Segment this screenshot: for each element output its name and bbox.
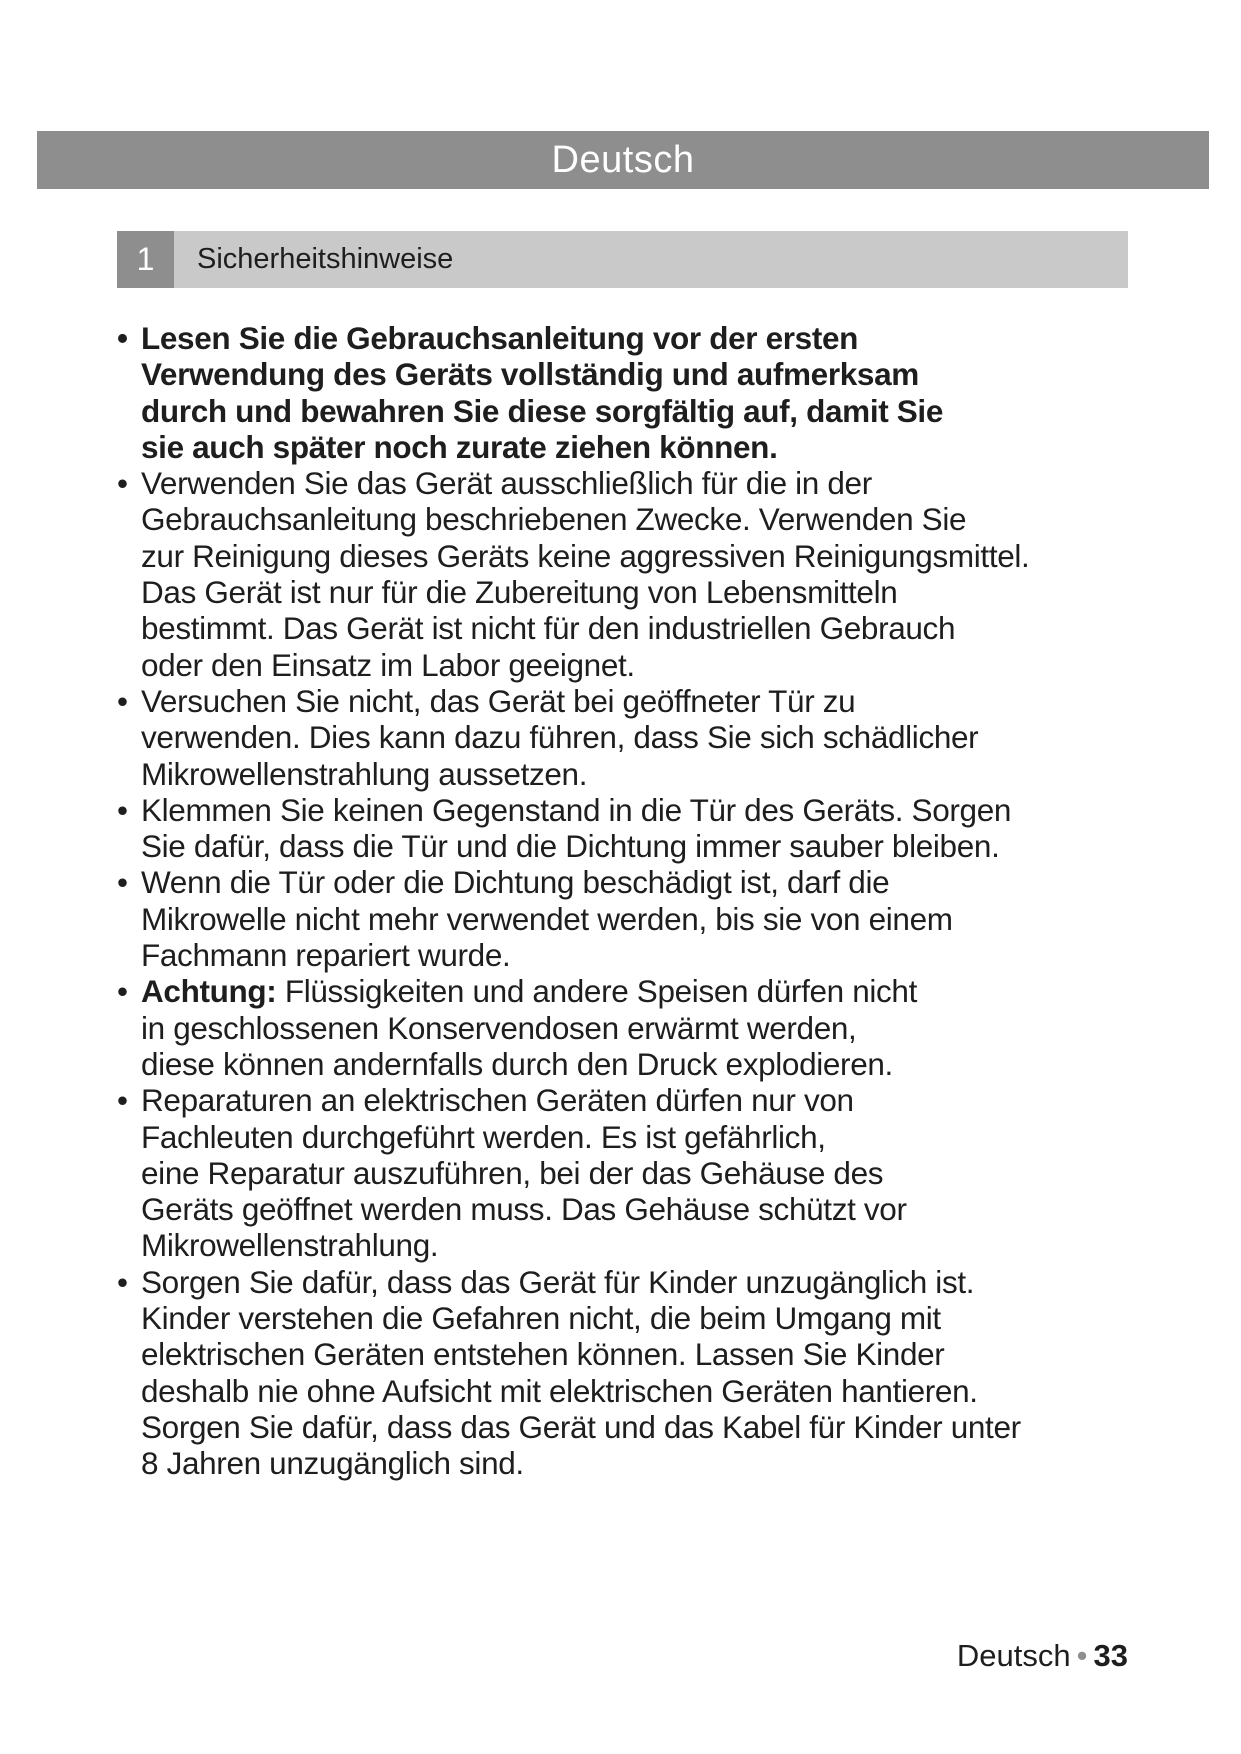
text-line: • Klemmen Sie keinen Gegenstand in die Tür des Geräts. Sorgen <box>141 791 1012 828</box>
text-line: durch und bewahren Sie diese sorgfältig auf, damit Sie <box>141 392 944 429</box>
list-item <box>117 465 1147 683</box>
footer-language: Deutsch <box>956 1638 1071 1673</box>
text-line: deshalb nie ohne Aufsicht mit elektrischen Geräten hantieren. <box>141 1372 978 1409</box>
section-number: 1 <box>117 231 174 288</box>
list-item <box>117 1082 1147 1263</box>
text-line: Fachleuten durchgeführt werden. Es ist gefährlich, <box>141 1118 826 1155</box>
page-number: 33 <box>1093 1638 1128 1673</box>
text-line: • Verwenden Sie das Gerät ausschließlich für die in der <box>141 465 872 502</box>
section-header <box>117 231 1128 288</box>
text-line: elektrischen Geräten entstehen können. Lassen Sie Kinder <box>141 1336 945 1373</box>
text-line: 8 Jahren unzugänglich sind. <box>141 1445 524 1482</box>
text-line: Sie dafür, dass die Tür und die Dichtung immer sauber bleiben. <box>141 828 1000 865</box>
text-line: bestimmt. Das Gerät ist nicht für den industriellen Gebrauch <box>141 610 956 647</box>
safety-instructions-list <box>117 320 1147 1482</box>
list-item <box>117 864 1147 973</box>
list-item <box>117 792 1147 865</box>
text-line: • Sorgen Sie dafür, dass das Gerät für Kinder unzugänglich ist. <box>141 1263 975 1300</box>
text-line: diese können andernfalls durch den Druck explodieren. <box>141 1045 893 1082</box>
text-line: • Wenn die Tür oder die Dichtung beschädigt ist, darf die <box>141 864 890 901</box>
text-line: Sorgen Sie dafür, dass das Gerät und das Kabel für Kinder unter <box>141 1408 1021 1445</box>
list-item <box>117 683 1147 792</box>
text-line: Mikrowelle nicht mehr verwendet werden, bis sie von einem <box>141 900 953 937</box>
text-fragment: Flüssigkeiten und andere Speisen dürfen nicht <box>276 973 917 1010</box>
text-line <box>141 973 1147 1009</box>
language-banner <box>37 131 1209 189</box>
text-line: Geräts geöffnet werden muss. Das Gehäuse schützt vor <box>141 1191 907 1228</box>
list-item <box>117 973 1147 1082</box>
language-title: Deutsch <box>551 138 695 181</box>
list-item <box>117 1264 1147 1482</box>
section-title: Sicherheitshinweise <box>197 243 454 275</box>
text-line: verwenden. Dies kann dazu führen, dass Sie sich schädlicher <box>141 719 979 756</box>
text-line: in geschlossenen Konservendosen erwärmt werden, <box>141 1009 857 1046</box>
list-item <box>117 320 1147 465</box>
text-line: Das Gerät ist nur für die Zubereitung von Lebensmitteln <box>141 574 898 611</box>
text-line: zur Reinigung dieses Geräts keine aggressiven Reinigungsmittel. <box>141 537 1030 574</box>
text-line: Gebrauchsanleitung beschriebenen Zwecke. Verwenden Sie <box>141 501 967 538</box>
page-footer <box>957 1638 1128 1674</box>
warning-label: Achtung: <box>141 973 277 1010</box>
text-line: oder den Einsatz im Labor geeignet. <box>141 646 635 683</box>
text-line: • Reparaturen an elektrischen Geräten dürfen nur von <box>141 1082 854 1119</box>
text-line: eine Reparatur auszuführen, bei der das Gehäuse des <box>141 1154 884 1191</box>
text-line: • Versuchen Sie nicht, das Gerät bei geöffneter Tür zu <box>141 682 856 719</box>
text-line: sie auch später noch zurate ziehen können. <box>141 428 778 465</box>
footer-separator: • <box>1076 1638 1088 1673</box>
text-line: Mikrowellenstrahlung. <box>141 1227 439 1264</box>
text-line: Verwendung des Geräts vollständig und aufmerksam <box>141 356 919 393</box>
text-line: • Lesen Sie die Gebrauchsanleitung vor der ersten <box>141 320 859 356</box>
text-line: Fachmann repariert wurde. <box>141 937 511 974</box>
text-line: Kinder verstehen die Gefahren nicht, die beim Umgang mit <box>141 1300 941 1337</box>
text-line: Mikrowellenstrahlung aussetzen. <box>141 755 588 792</box>
